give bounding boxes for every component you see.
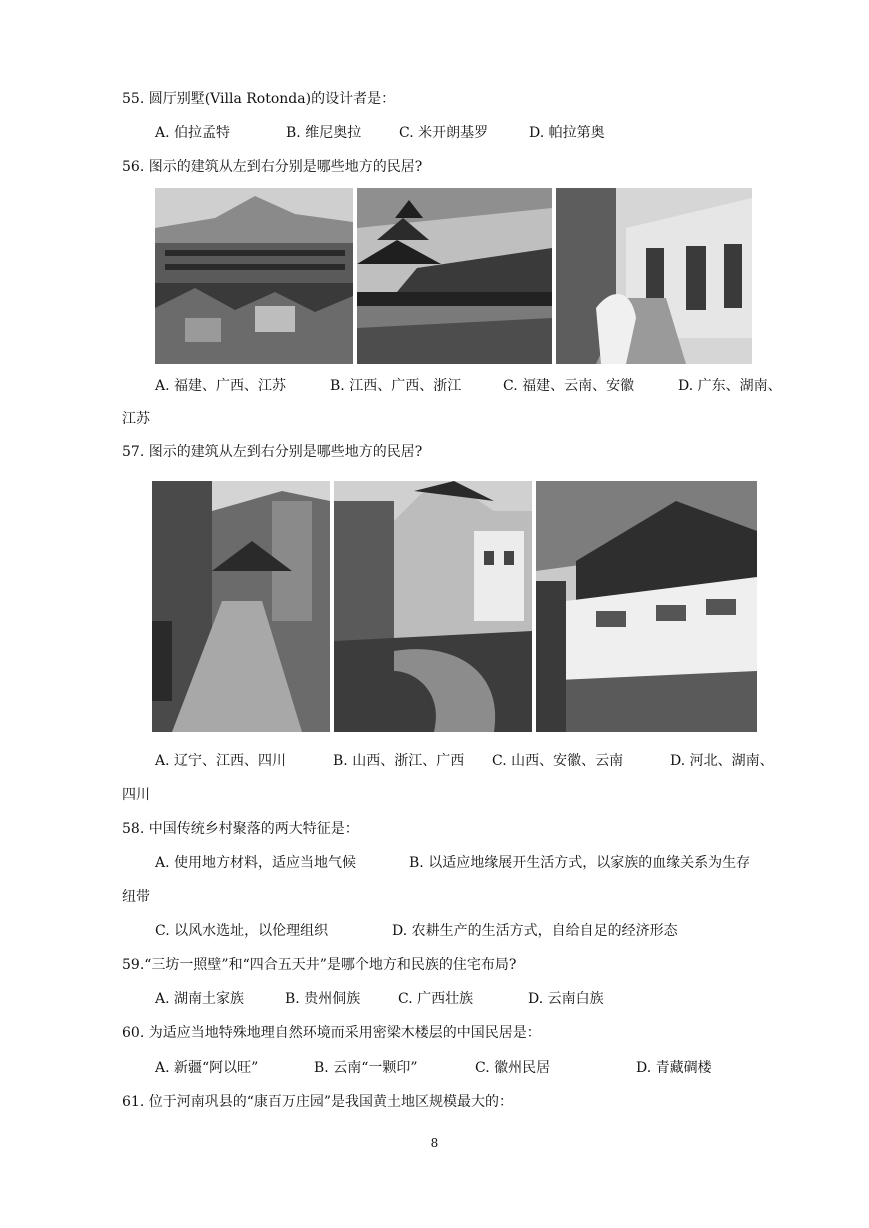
question-60-stem: 60. 为适应当地特殊地理自然环境而采用密梁木楼层的中国民居是： <box>122 1025 541 1041</box>
question-57-option-d-wrap: 四川 <box>122 787 150 803</box>
question-61-stem: 61. 位于河南巩县的“康百万庄园”是我国黄土地区规模最大的： <box>122 1094 514 1110</box>
question-57-option-d: D. 河北、湖南、 <box>670 753 774 769</box>
question-60-option-b: B. 云南“一颗印” <box>314 1060 418 1076</box>
dwelling-photo-anhui-village-pond <box>334 481 532 732</box>
dwelling-photo-fujian-tulou <box>155 188 353 364</box>
question-58-stem: 58. 中国传统乡村聚落的两大特征是： <box>122 821 359 837</box>
question-59-option-b: B. 贵州侗族 <box>285 991 361 1007</box>
question-55-stem: 55. 圆厅别墅(Villa Rotonda)的设计者是： <box>122 91 396 107</box>
question-58-option-d: D. 农耕生产的生活方式，自给自足的经济形态 <box>392 923 678 939</box>
question-59-option-c: C. 广西壮族 <box>398 991 474 1007</box>
question-55-option-b: B. 维尼奥拉 <box>286 125 362 141</box>
question-58-option-c: C. 以风水选址，以伦理组织 <box>155 923 329 939</box>
question-57-option-b: B. 山西、浙江、广西 <box>333 753 465 769</box>
question-59-stem: 59.“三坊一照壁”和“四合五天井”是哪个地方和民族的住宅布局? <box>122 957 517 973</box>
question-56-stem: 56. 图示的建筑从左到右分别是哪些地方的民居? <box>122 159 423 175</box>
question-58-option-b-wrap: 纽带 <box>122 889 150 905</box>
dwelling-photo-shanxi-alley <box>152 481 330 732</box>
question-57-option-c: C. 山西、安徽、云南 <box>492 753 624 769</box>
question-56-option-d-wrap: 江苏 <box>122 411 150 427</box>
question-55-option-d: D. 帕拉第奥 <box>529 125 605 141</box>
question-55-option-a: A. 伯拉孟特 <box>155 125 231 141</box>
dwelling-photo-yunnan-courtyard <box>536 481 757 732</box>
question-56-option-b: B. 江西、广西、浙江 <box>330 378 462 394</box>
question-60-option-a: A. 新疆“阿以旺” <box>155 1060 259 1076</box>
question-57-option-a: A. 辽宁、江西、四川 <box>155 753 287 769</box>
question-56-option-a: A. 福建、广西、江苏 <box>155 378 287 394</box>
question-59-option-a: A. 湖南土家族 <box>155 991 245 1007</box>
question-60-option-c: C. 徽州民居 <box>475 1060 551 1076</box>
question-58-option-b: B. 以适应地缘展开生活方式，以家族的血缘关系为生存 <box>409 855 751 871</box>
question-56-option-c: C. 福建、云南、安徽 <box>503 378 635 394</box>
question-56-option-d: D. 广东、湖南、 <box>678 378 782 394</box>
question-60-option-d: D. 青藏碉楼 <box>636 1060 712 1076</box>
question-57-stem: 57. 图示的建筑从左到右分别是哪些地方的民居? <box>122 444 423 460</box>
dwelling-photo-guangxi-drum-tower <box>357 188 552 364</box>
dwelling-photo-anhui-street <box>556 188 752 364</box>
question-55-option-c: C. 米开朗基罗 <box>399 125 489 141</box>
page-number: 8 <box>430 1136 439 1150</box>
question-58-option-a: A. 使用地方材料，适应当地气候 <box>155 855 357 871</box>
question-59-option-d: D. 云南白族 <box>528 991 604 1007</box>
